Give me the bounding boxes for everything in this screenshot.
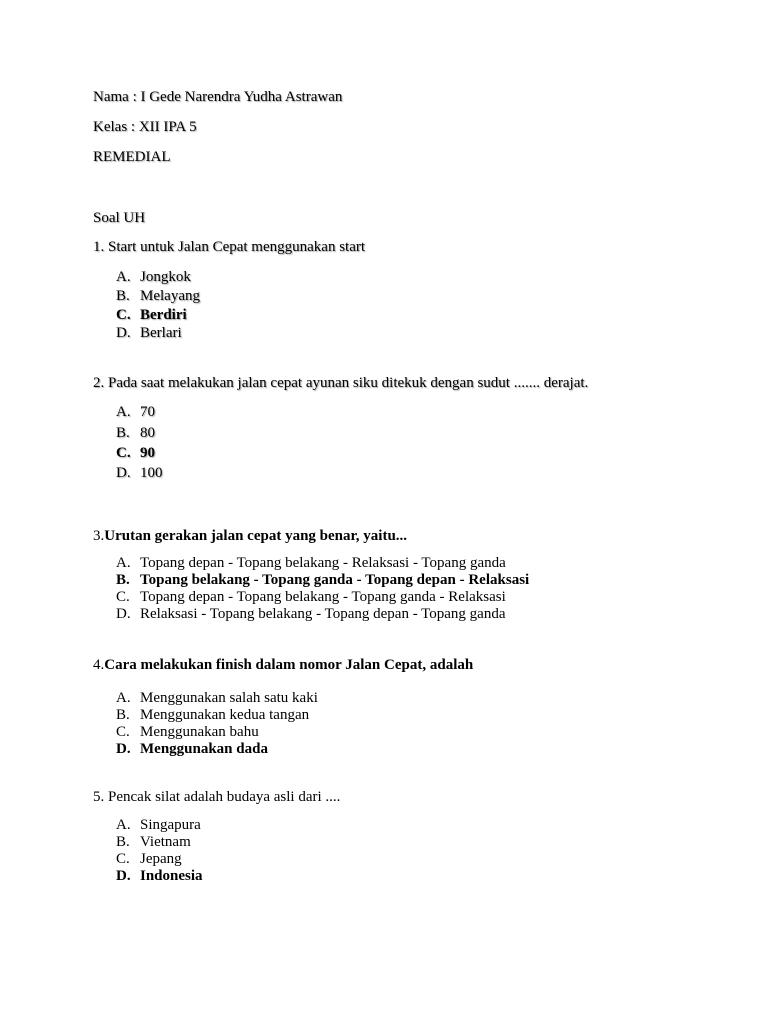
option-letter: C.: [116, 851, 130, 867]
q5-option-d: [116, 868, 203, 885]
option-letter: B.: [116, 834, 130, 850]
student-name: Nama : I Gede Narendra Yudha Astrawan: [93, 89, 343, 105]
option-letter: D.: [116, 868, 131, 884]
q3-option-c: [116, 589, 506, 606]
option-letter: D.: [116, 741, 131, 757]
option-text: Vietnam: [140, 834, 191, 850]
q1-option-a: [116, 269, 191, 286]
question-2: [93, 374, 588, 392]
option-text: Topang depan - Topang belakang - Relaksasi - Topang ganda: [140, 555, 506, 571]
option-letter: B.: [116, 572, 130, 588]
q4-option-d: [116, 741, 268, 758]
option-text: Menggunakan salah satu kaki: [140, 690, 318, 706]
option-text: Topang depan - Topang belakang - Topang ganda - Relaksasi: [140, 589, 506, 605]
option-text: Topang belakang - Topang ganda - Topang depan - Relaksasi: [140, 572, 530, 588]
option-letter: C.: [116, 589, 130, 605]
question-text: Urutan gerakan jalan cepat yang benar, yaitu...: [104, 528, 408, 544]
option-letter: D.: [116, 325, 131, 341]
question-5: [93, 788, 340, 806]
option-text: Singapura: [140, 817, 201, 833]
question-4: [93, 656, 473, 674]
option-letter: C.: [116, 445, 131, 461]
option-text: Menggunakan bahu: [140, 724, 259, 740]
option-text: Melayang: [140, 288, 200, 304]
question-1: [93, 238, 365, 256]
q1-option-b: [116, 288, 200, 305]
question-number: 5.: [93, 789, 105, 805]
option-text: Berlari: [140, 325, 182, 341]
q3-option-b: [116, 572, 529, 589]
option-letter: A.: [116, 404, 131, 420]
question-number: 4.: [93, 657, 105, 673]
q4-option-a: [116, 690, 318, 707]
q2-option-b: [116, 425, 155, 442]
option-text: Menggunakan dada: [140, 741, 268, 757]
question-number: 1.: [93, 239, 105, 255]
option-letter: A.: [116, 555, 131, 571]
q5-option-c: [116, 851, 182, 868]
option-letter: B.: [116, 288, 130, 304]
q2-option-a: [116, 404, 155, 421]
q2-option-d: [116, 465, 163, 482]
option-text: 70: [140, 404, 155, 420]
student-class: Kelas : XII IPA 5: [93, 119, 197, 135]
option-text: Berdiri: [140, 307, 187, 323]
exam-title: Soal UH: [93, 210, 146, 226]
question-text: Pencak silat adalah budaya asli dari ....: [108, 789, 341, 805]
option-letter: C.: [116, 724, 130, 740]
q3-option-a: [116, 555, 506, 572]
option-letter: A.: [116, 690, 131, 706]
option-text: 80: [140, 425, 155, 441]
option-letter: C.: [116, 307, 131, 323]
question-number: 2.: [93, 375, 105, 391]
option-letter: D.: [116, 465, 131, 481]
q3-option-d: [116, 606, 506, 623]
option-letter: A.: [116, 817, 131, 833]
q4-option-c: [116, 724, 259, 741]
q4-option-b: [116, 707, 309, 724]
q5-option-b: [116, 834, 191, 851]
option-letter: A.: [116, 269, 131, 285]
option-letter: D.: [116, 606, 131, 622]
question-number: 3.: [93, 528, 105, 544]
option-text: Relaksasi - Topang belakang - Topang depan - Topang ganda: [140, 606, 506, 622]
option-text: 100: [140, 465, 163, 481]
question-text: Pada saat melakukan jalan cepat ayunan siku ditekuk dengan sudut ....... derajat.: [108, 375, 589, 391]
question-text: Cara melakukan finish dalam nomor Jalan Cepat, adalah: [104, 657, 474, 673]
remedial-heading: REMEDIAL: [93, 149, 171, 165]
option-letter: B.: [116, 425, 130, 441]
question-text: Start untuk Jalan Cepat menggunakan start: [108, 239, 366, 255]
q1-option-c: [116, 307, 187, 324]
q2-option-c: [116, 445, 155, 462]
question-3: [93, 527, 407, 545]
option-letter: B.: [116, 707, 130, 723]
option-text: 90: [140, 445, 155, 461]
option-text: Jongkok: [140, 269, 191, 285]
q5-option-a: [116, 817, 201, 834]
option-text: Jepang: [140, 851, 182, 867]
q1-option-d: [116, 325, 182, 342]
option-text: Indonesia: [140, 868, 203, 884]
option-text: Menggunakan kedua tangan: [140, 707, 310, 723]
